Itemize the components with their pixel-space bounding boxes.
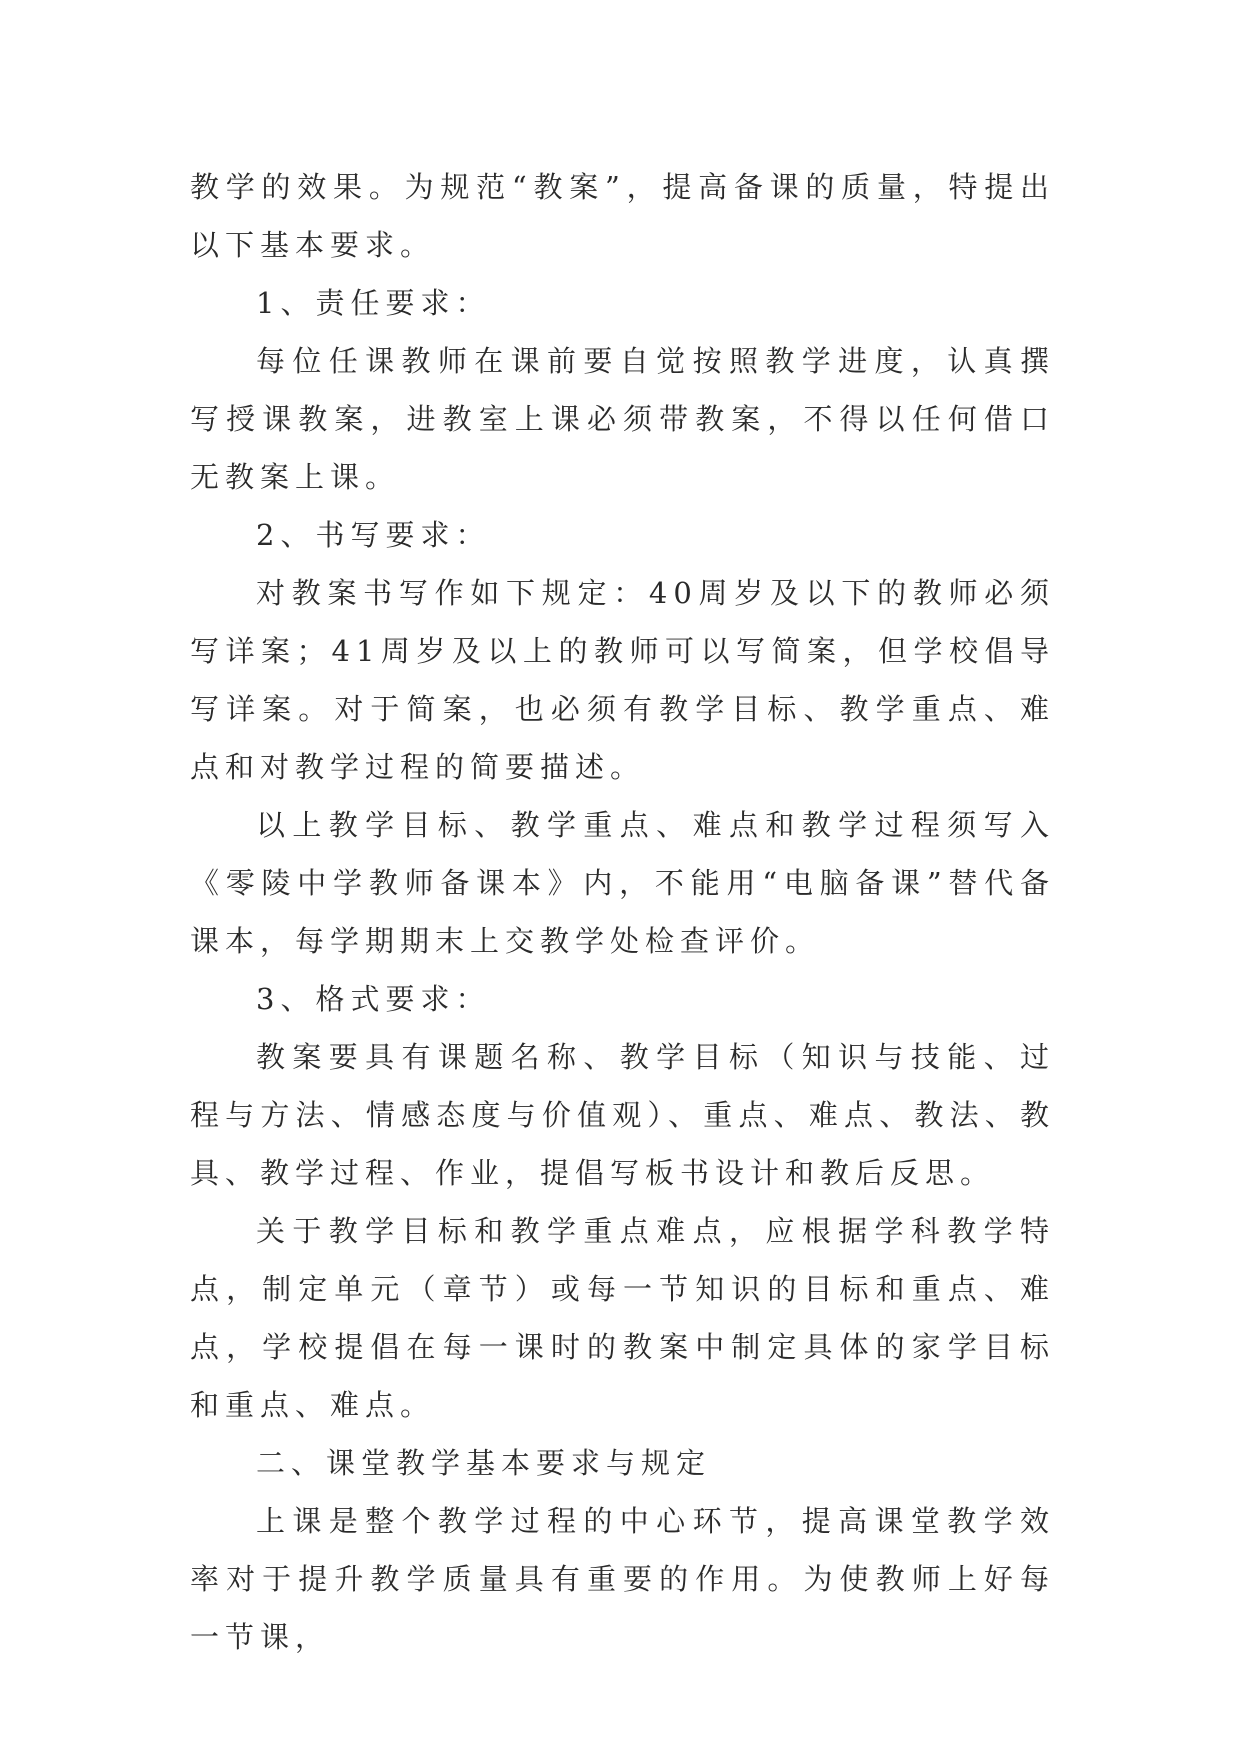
paragraph-classroom-intro: 上课是整个教学过程的中心环节，提高课堂教学效率对于提升教学质量具有重要的作用。为使教师上好每一节课， <box>190 1504 1055 1654</box>
heading-responsibility-requirements: 1、责任要求： <box>256 286 491 320</box>
document-body <box>190 158 1055 1666</box>
paragraph-responsibility: 每位任课教师在课前要自觉按照教学进度，认真撰写授课教案，进教室上课必须带教案，不得以任何借口无教案上课。 <box>190 344 1055 494</box>
paragraph-lesson-book: 以上教学目标、教学重点、难点和教学过程须写入《零陵中学教师备课本》内，不能用“电脑备课”替代备课本，每学期期末上交教学处检查评价。 <box>190 808 1055 958</box>
paragraph-continuation: 教学的效果。为规范“教案”，提高备课的质量，特提出以下基本要求。 <box>190 170 1055 262</box>
heading-writing-requirements: 2、书写要求： <box>256 518 491 552</box>
section-heading-classroom-teaching: 二、课堂教学基本要求与规定 <box>256 1446 712 1480</box>
paragraph-objectives-keypoints: 关于教学目标和教学重点难点，应根据学科教学特点，制定单元（章节）或每一节知识的目标和重点、难点，学校提倡在每一课时的教案中制定具体的家学目标和重点、难点。 <box>190 1214 1055 1422</box>
heading-format-requirements: 3、格式要求： <box>256 982 491 1016</box>
paragraph-writing-rules: 对教案书写作如下规定：40周岁及以下的教师必须写详案；41周岁及以上的教师可以写简案，但学校倡导写详案。对于简案，也必须有教学目标、教学重点、难点和对教学过程的简要描述。 <box>190 576 1055 784</box>
paragraph-format-items: 教案要具有课题名称、教学目标（知识与技能、过程与方法、情感态度与价值观）、重点、难点、教法、教具、教学过程、作业，提倡写板书设计和教后反思。 <box>190 1040 1055 1190</box>
